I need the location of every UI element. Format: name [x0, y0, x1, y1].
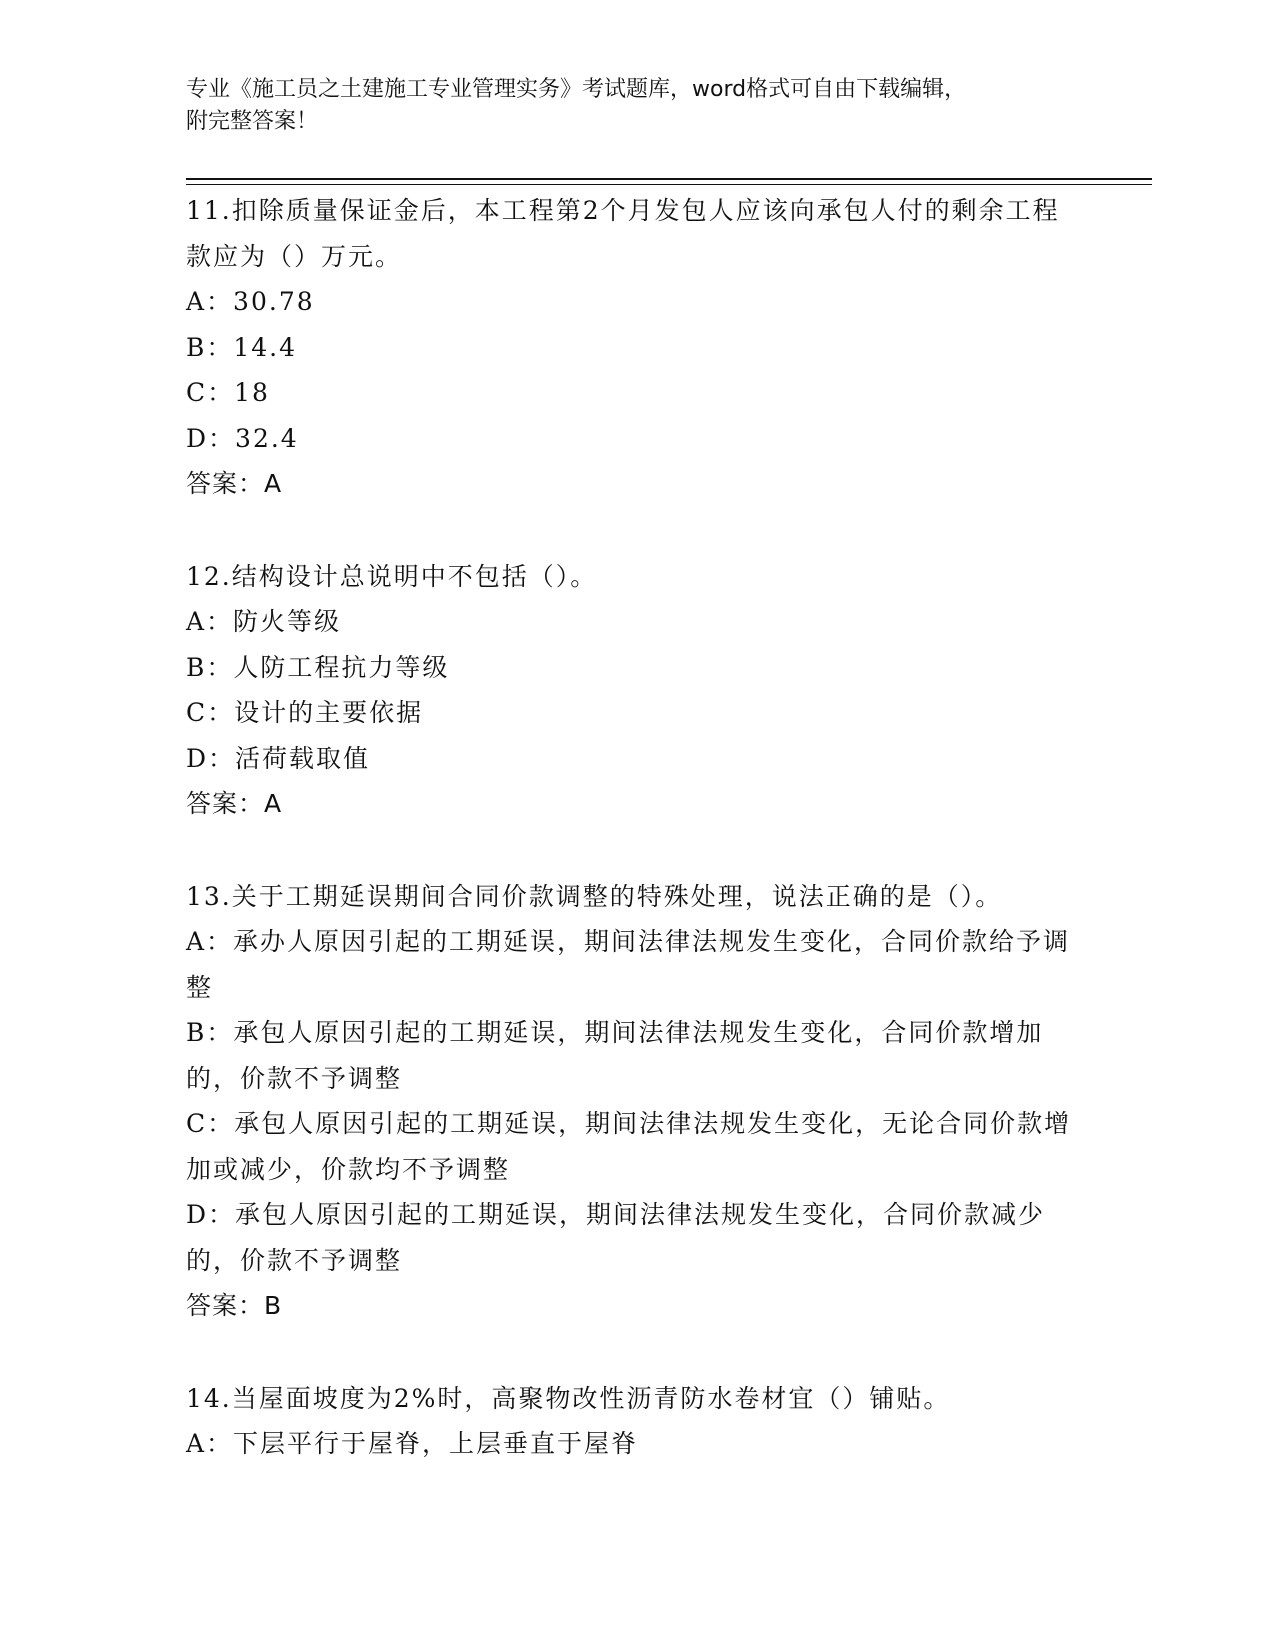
option-d: D：承包人原因引起的工期延误，期间法律法规发生变化，合同价款减少的，价款不予调整 — [186, 1200, 1046, 1275]
document-header — [186, 74, 1066, 138]
question-stem: 12.结构设计总说明中不包括（）。 — [186, 561, 598, 591]
question-13 — [186, 874, 1076, 1329]
header-line-2: 附完整答案！ — [186, 109, 319, 134]
option-d: D：32.4 — [186, 423, 299, 453]
option-d: D：活荷载取值 — [186, 743, 371, 773]
question-stem: 11.扣除质量保证金后，本工程第2个月发包人应该向承包人付的剩余工程款应为（）万元。 — [186, 196, 1060, 271]
option-b: B：14.4 — [186, 332, 298, 362]
option-a: A：下层平行于屋脊，上层垂直于屋脊 — [186, 1429, 639, 1458]
option-c: C：18 — [186, 378, 270, 407]
question-12 — [186, 554, 1076, 827]
option-b: B：人防工程抗力等级 — [186, 652, 450, 682]
question-11 — [186, 188, 1076, 507]
question-stem: 14.当屋面坡度为2%时，高聚物改性沥青防水卷材宜（）铺贴。 — [186, 1383, 951, 1413]
question-stem: 13.关于工期延误期间合同价款调整的特殊处理，说法正确的是（）。 — [186, 881, 1003, 911]
header-divider-thick — [186, 178, 1152, 180]
option-c: C：设计的主要依据 — [186, 698, 424, 727]
header-line-1: 专业《施工员之土建施工专业管理实务》考试题库，word格式可自由下载编辑， — [186, 77, 967, 102]
question-list — [186, 188, 1076, 1514]
header-divider-thin — [186, 184, 1152, 185]
option-a: A：承办人原因引起的工期延误，期间法律法规发生变化，合同价款给予调整 — [186, 927, 1071, 1002]
answer-line: 答案：A — [186, 789, 283, 818]
question-14 — [186, 1376, 1076, 1467]
answer-line: 答案：B — [186, 1291, 283, 1320]
answer-line: 答案：A — [186, 469, 283, 498]
option-a: A：30.78 — [186, 287, 315, 316]
option-c: C：承包人原因引起的工期延误，期间法律法规发生变化，无论合同价款增加或减少，价款均不予调整 — [186, 1109, 1072, 1184]
option-b: B：承包人原因引起的工期延误，期间法律法规发生变化，合同价款增加的，价款不予调整 — [186, 1018, 1044, 1093]
option-a: A：防火等级 — [186, 607, 342, 636]
